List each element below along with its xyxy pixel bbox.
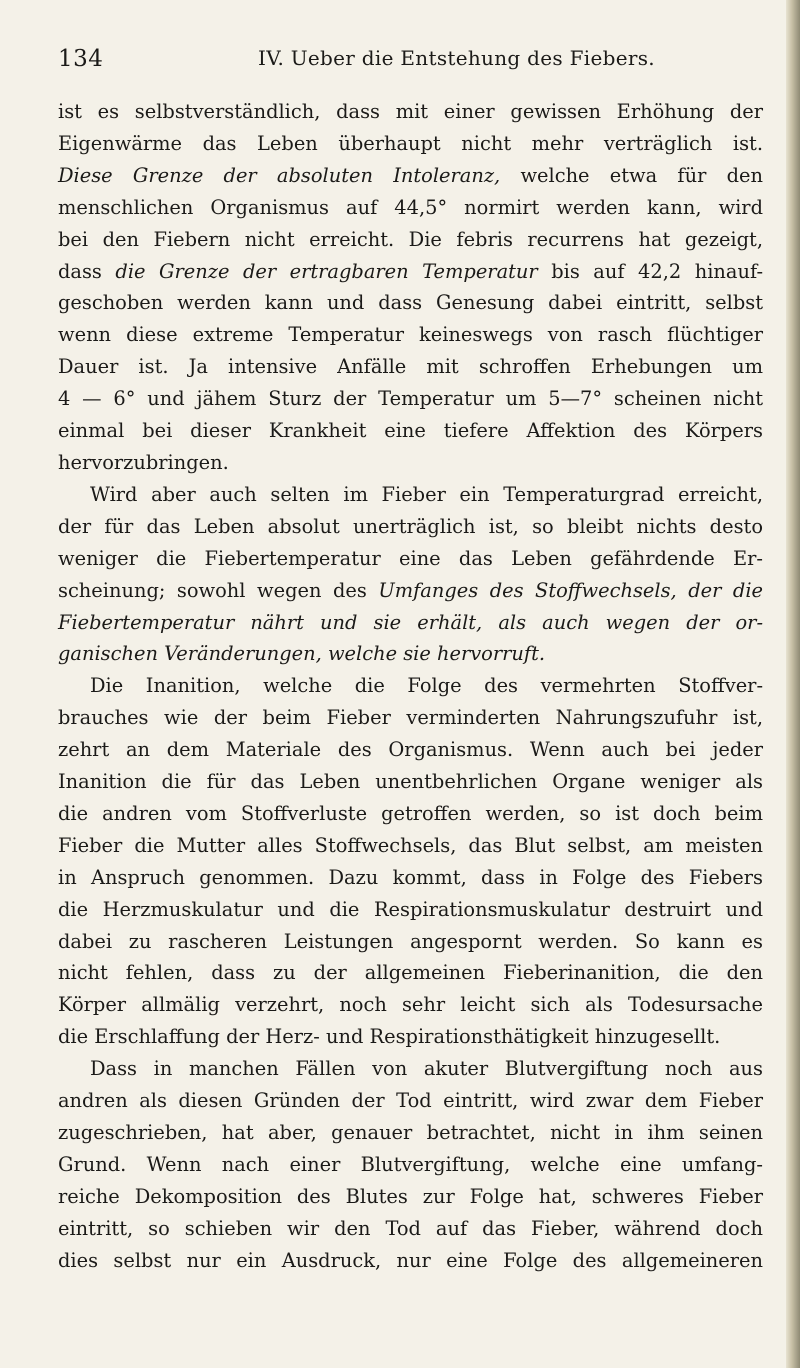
text-line: einmal bei dieser Krankheit eine tiefere Affektion des Körpers — [58, 419, 763, 443]
running-head: IV. Ueber die Entstehung des Fiebers. — [258, 46, 655, 70]
text-line: scheinung; sowohl wegen des Umfanges des Stoffwechsels, der die — [58, 578, 764, 602]
text-line: reiche Dekomposition des Blutes zur Folge hat, schweres Fieber — [58, 1184, 763, 1208]
text-line: Dauer ist. Ja intensive Anfälle mit schroffen Erhebungen um — [58, 355, 763, 379]
text-line: dass die Grenze der ertragbaren Temperatur bis auf 42,2 hinauf- — [58, 259, 764, 283]
text-line: in Anspruch genommen. Dazu kommt, dass in Folge des Fiebers — [58, 865, 763, 889]
text-line: geschoben werden kann und dass Genesung dabei eintritt, selbst — [58, 291, 763, 315]
text-line: der für das Leben absolut unerträglich ist, so bleibt nichts desto — [58, 514, 763, 538]
text-line: die Herzmuskulatur und die Respirationsmuskulatur destruirt und — [58, 897, 763, 921]
page-header — [58, 46, 760, 86]
text-line: Eigenwärme das Leben überhaupt nicht mehr verträglich ist. — [58, 131, 763, 155]
body-text — [58, 96, 763, 1277]
text-line: ganischen Veränderungen, welche sie hervorruft. — [58, 642, 546, 666]
text-line: hervorzubringen. — [58, 450, 229, 474]
text-line: die andren vom Stoffverluste getroffen werden, so ist doch beim — [58, 801, 763, 825]
text-line: Dass in manchen Fällen von akuter Blutvergiftung noch aus — [90, 1057, 763, 1081]
text-line: nicht fehlen, dass zu der allgemeinen Fieberinanition, die den — [58, 961, 763, 985]
text-line: zehrt an dem Materiale des Organismus. Wenn auch bei jeder — [58, 738, 763, 762]
text-line: andren als diesen Gründen der Tod eintritt, wird zwar dem Fieber — [58, 1089, 763, 1113]
text-line: zugeschrieben, hat aber, genauer betrachtet, nicht in ihm seinen — [58, 1121, 763, 1144]
text-line: Inanition die für das Leben unentbehrlichen Organe weniger als — [58, 770, 763, 794]
text-line: Diese Grenze der absoluten Intoleranz, welche etwa für den — [58, 163, 763, 187]
text-line: Wird aber auch selten im Fieber ein Temperaturgrad erreicht, — [90, 482, 763, 506]
text-line: Fieber die Mutter alles Stoffwechsels, das Blut selbst, am meisten — [58, 833, 763, 857]
page-number: 134 — [58, 46, 104, 72]
text-line: Die Inanition, welche die Folge des vermehrten Stoffver- — [90, 674, 763, 698]
text-line: brauches wie der beim Fieber verminderten Nahrungszufuhr ist, — [58, 706, 763, 730]
text-line: dabei zu rascheren Leistungen angespornt werden. So kann es — [58, 929, 763, 953]
text-line: eintritt, so schieben wir den Tod auf das Fieber, während doch — [58, 1216, 763, 1240]
text-line: wenn diese extreme Temperatur keineswegs von rasch flüchtiger — [58, 323, 763, 347]
text-line: ist es selbstverständlich, dass mit einer gewissen Erhöhung der — [58, 100, 763, 123]
text-line: bei den Fiebern nicht erreicht. Die febris recurrens hat gezeigt, — [58, 227, 763, 251]
text-line: weniger die Fiebertemperatur eine das Leben gefährdende Er- — [58, 546, 763, 570]
page-edge — [786, 0, 800, 1368]
text-line: die Erschlaffung der Herz- und Respirationsthätigkeit hinzugesellt. — [58, 1025, 721, 1049]
text-line: Körper allmälig verzehrt, noch sehr leicht sich als Todesursache — [58, 993, 763, 1017]
text-line: dies selbst nur ein Ausdruck, nur eine Folge des allgemeineren — [58, 1248, 763, 1272]
text-line: Grund. Wenn nach einer Blutvergiftung, welche eine umfang- — [58, 1152, 763, 1176]
text-line: Fiebertemperatur nährt und sie erhält, als auch wegen der or- — [58, 610, 763, 634]
text-line: menschlichen Organismus auf 44,5° normirt werden kann, wird — [58, 195, 763, 219]
text-line: 4 — 6° und jähem Sturz der Temperatur um 5—7° scheinen nicht — [58, 387, 763, 411]
